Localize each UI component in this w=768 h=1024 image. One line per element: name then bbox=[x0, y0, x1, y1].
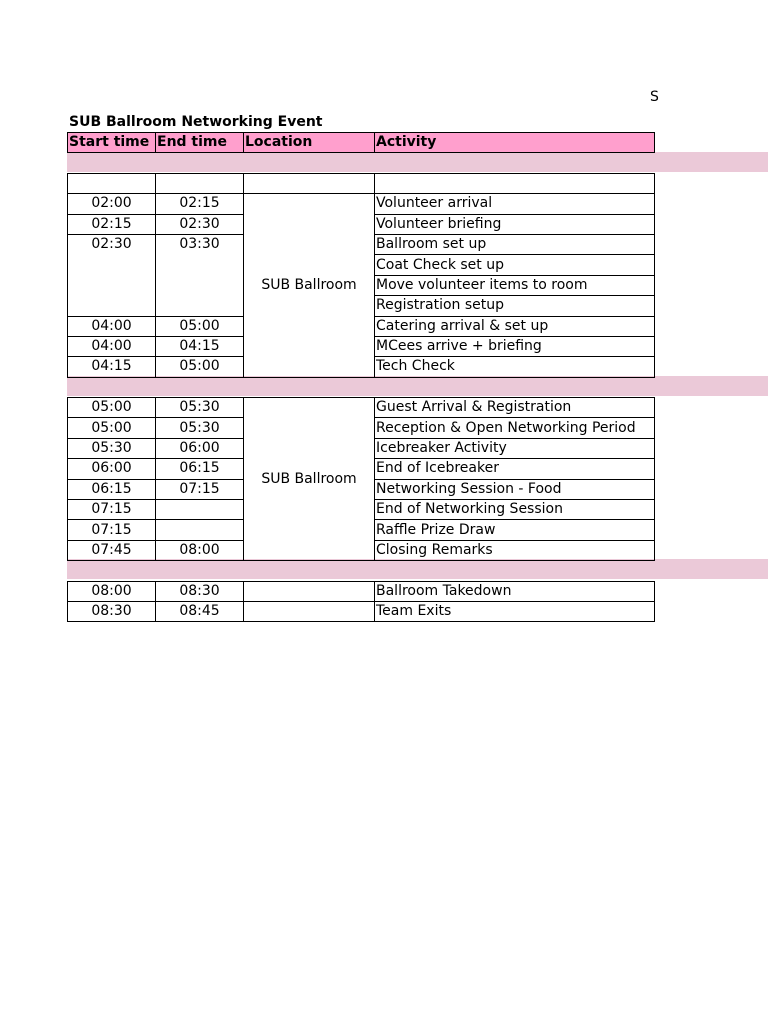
end-time-cell: 05:30 bbox=[156, 398, 244, 418]
end-time-cell: 08:45 bbox=[156, 601, 244, 621]
end-time-cell: 02:30 bbox=[156, 214, 244, 234]
end-time-cell: 08:30 bbox=[156, 581, 244, 601]
clipped-heading-glyph: S bbox=[650, 89, 659, 105]
end-time-cell: 05:00 bbox=[156, 316, 244, 336]
table-row bbox=[68, 194, 655, 214]
start-time-cell: 08:30 bbox=[68, 601, 156, 621]
start-time-cell: 02:00 bbox=[68, 194, 156, 214]
section-separator bbox=[68, 377, 655, 397]
activity-cell: MCees arrive + briefing bbox=[375, 336, 655, 356]
activity-cell: Closing Remarks bbox=[375, 540, 655, 560]
start-time-cell: 02:15 bbox=[68, 214, 156, 234]
header-row bbox=[68, 133, 655, 153]
schedule-table bbox=[67, 132, 655, 622]
end-time-cell: 04:15 bbox=[156, 336, 244, 356]
location-cell bbox=[244, 601, 375, 621]
start-time-cell: 07:15 bbox=[68, 520, 156, 540]
start-time-cell: 05:00 bbox=[68, 398, 156, 418]
header-location: Location bbox=[244, 133, 375, 153]
activity-cell: End of Icebreaker bbox=[375, 459, 655, 479]
sheet-title: SUB Ballroom Networking Event bbox=[69, 114, 323, 130]
end-time-cell: 07:15 bbox=[156, 479, 244, 499]
start-time-cell: 05:00 bbox=[68, 418, 156, 438]
activity-cell: Coat Check set up bbox=[375, 255, 655, 275]
activity-cell: Catering arrival & set up bbox=[375, 316, 655, 336]
section-separator bbox=[68, 153, 655, 173]
table-row bbox=[68, 581, 655, 601]
end-time-cell: 05:00 bbox=[156, 357, 244, 377]
activity-cell: Reception & Open Networking Period bbox=[375, 418, 655, 438]
location-cell-setup: SUB Ballroom bbox=[244, 194, 375, 378]
end-time-cell: 03:30 bbox=[156, 234, 244, 316]
start-time-cell: 07:45 bbox=[68, 540, 156, 560]
start-time-cell: 06:15 bbox=[68, 479, 156, 499]
table-row bbox=[68, 398, 655, 418]
activity-cell: Tech Check bbox=[375, 357, 655, 377]
activity-cell: Ballroom Takedown bbox=[375, 581, 655, 601]
activity-cell: Team Exits bbox=[375, 601, 655, 621]
section-separator bbox=[68, 561, 655, 581]
end-time-cell: 06:15 bbox=[156, 459, 244, 479]
activity-cell: Icebreaker Activity bbox=[375, 438, 655, 458]
activity-cell: Ballroom set up bbox=[375, 234, 655, 254]
location-cell bbox=[244, 581, 375, 601]
start-time-cell: 07:15 bbox=[68, 500, 156, 520]
start-time-cell: 02:30 bbox=[68, 234, 156, 316]
start-time-cell: 04:00 bbox=[68, 336, 156, 356]
activity-cell: Registration setup bbox=[375, 296, 655, 316]
end-time-cell: 06:00 bbox=[156, 438, 244, 458]
end-time-cell: 02:15 bbox=[156, 194, 244, 214]
activity-cell: Move volunteer items to room bbox=[375, 275, 655, 295]
start-time-cell: 05:30 bbox=[68, 438, 156, 458]
end-time-cell: 08:00 bbox=[156, 540, 244, 560]
start-time-cell: 04:00 bbox=[68, 316, 156, 336]
location-cell-event: SUB Ballroom bbox=[244, 398, 375, 561]
activity-cell: Raffle Prize Draw bbox=[375, 520, 655, 540]
end-time-cell bbox=[156, 520, 244, 540]
start-time-cell: 06:00 bbox=[68, 459, 156, 479]
activity-cell: Volunteer briefing bbox=[375, 214, 655, 234]
blank-row bbox=[68, 173, 655, 193]
header-start-time: Start time bbox=[68, 133, 156, 153]
header-activity: Activity bbox=[375, 133, 655, 153]
header-end-time: End time bbox=[156, 133, 244, 153]
table-row bbox=[68, 601, 655, 621]
start-time-cell: 08:00 bbox=[68, 581, 156, 601]
activity-cell: Networking Session - Food bbox=[375, 479, 655, 499]
end-time-cell: 05:30 bbox=[156, 418, 244, 438]
start-time-cell: 04:15 bbox=[68, 357, 156, 377]
activity-cell: Guest Arrival & Registration bbox=[375, 398, 655, 418]
activity-cell: End of Networking Session bbox=[375, 500, 655, 520]
activity-cell: Volunteer arrival bbox=[375, 194, 655, 214]
end-time-cell bbox=[156, 500, 244, 520]
